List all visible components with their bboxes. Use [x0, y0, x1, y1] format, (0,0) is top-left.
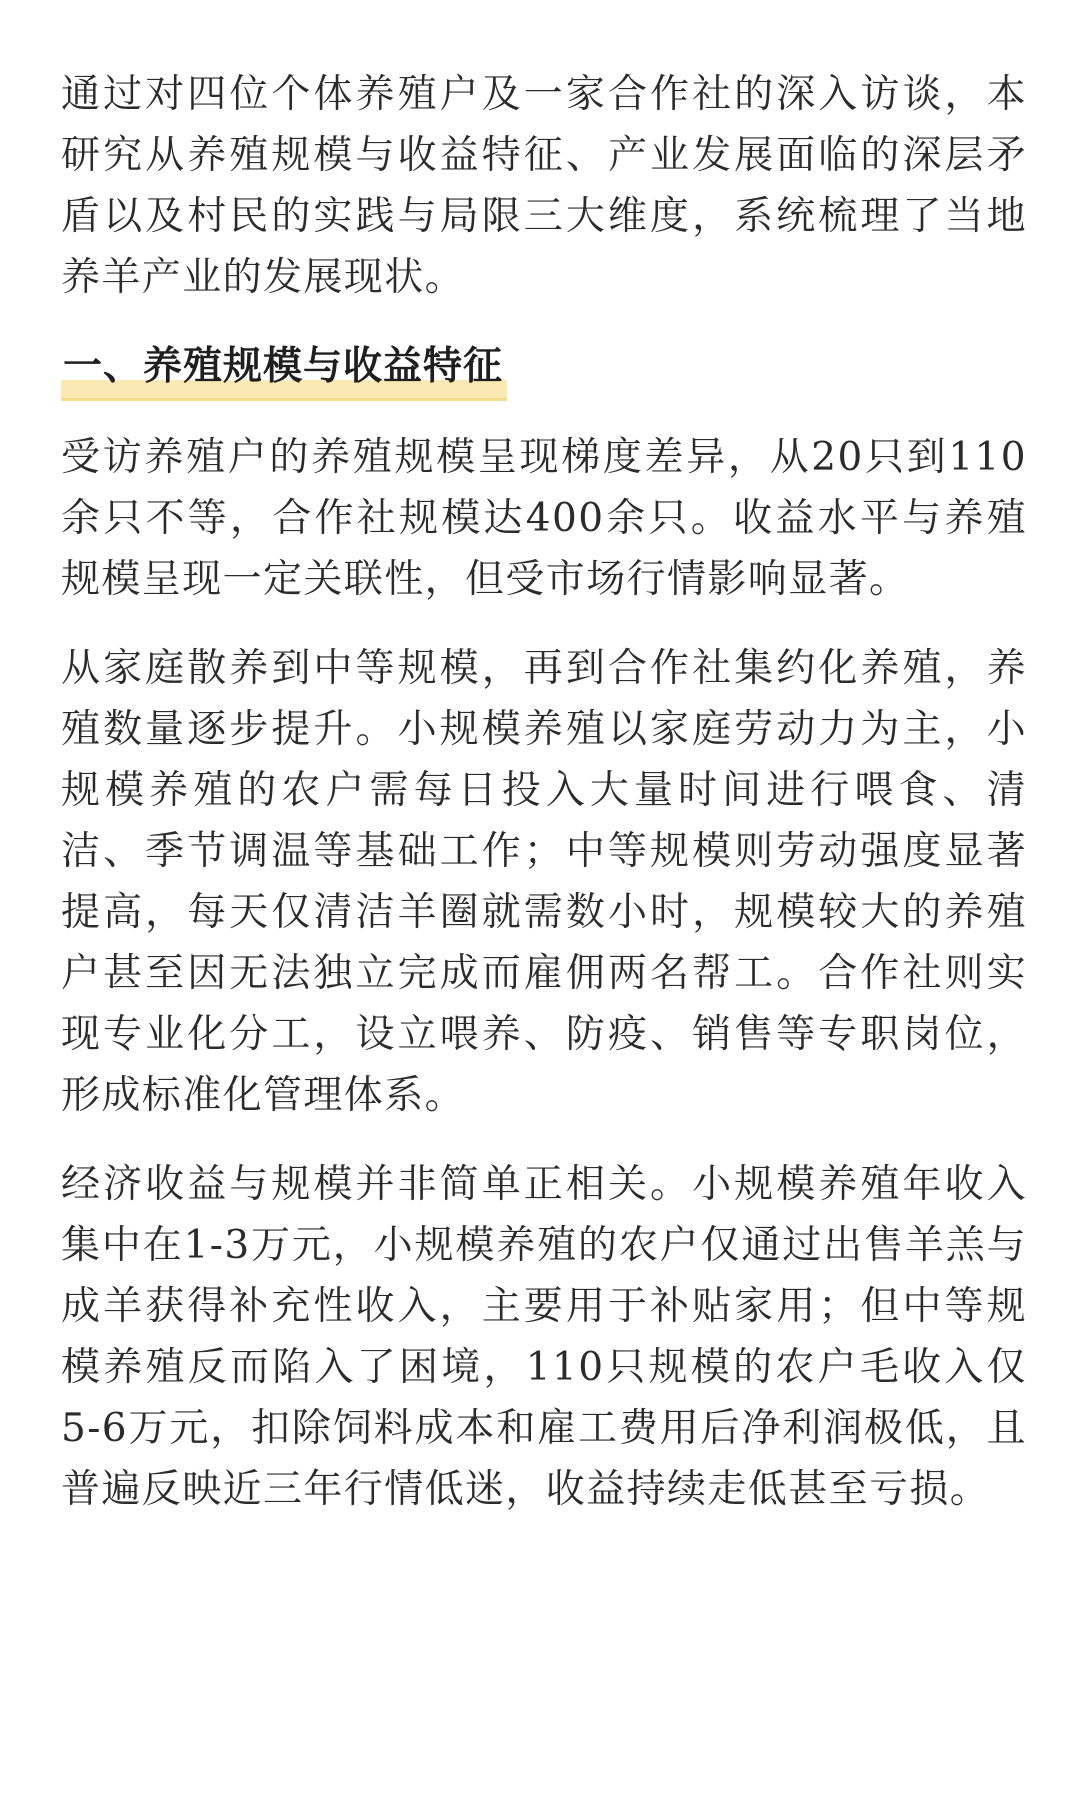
body-paragraph-3: 经济收益与规模并非简单正相关。小规模养殖年收入集中在1-3万元，小规模养殖的农户仅通过出售羊羔与成羊获得补充性收入，主要用于补贴家用；但中等规模养殖反而陷入了困境，110只规模的农户毛收入仅5-6万元，扣除饲料成本和雇工费用后净利润极低，且普遍反映近三年行情低迷，收益持续走低甚至亏损。	[61, 1162, 1027, 1512]
article-body	[61, 64, 1027, 1548]
body-paragraph-2: 从家庭散养到中等规模，再到合作社集约化养殖，养殖数量逐步提升。小规模养殖以家庭劳动力为主，小规模养殖的农户需每日投入大量时间进行喂食、清洁、季节调温等基础工作；中等规模则劳动强度显著提高，每天仅清洁羊圈就需数小时，规模较大的养殖户甚至因无法独立完成而雇佣两名帮工。合作社则实现专业化分工，设立喂养、防疫、销售等专职岗位，形成标准化管理体系。	[61, 646, 1027, 1118]
section-heading-container	[61, 336, 1027, 401]
section-heading: 一、养殖规模与收益特征	[61, 338, 507, 401]
intro-paragraph: 通过对四位个体养殖户及一家合作社的深入访谈，本研究从养殖规模与收益特征、产业发展面临的深层矛盾以及村民的实践与局限三大维度，系统梳理了当地养羊产业的发展现状。	[61, 72, 1027, 300]
body-paragraph-1: 受访养殖户的养殖规模呈现梯度差异，从20只到110余只不等，合作社规模达400余只。收益水平与养殖规模呈现一定关联性，但受市场行情影响显著。	[61, 435, 1027, 602]
